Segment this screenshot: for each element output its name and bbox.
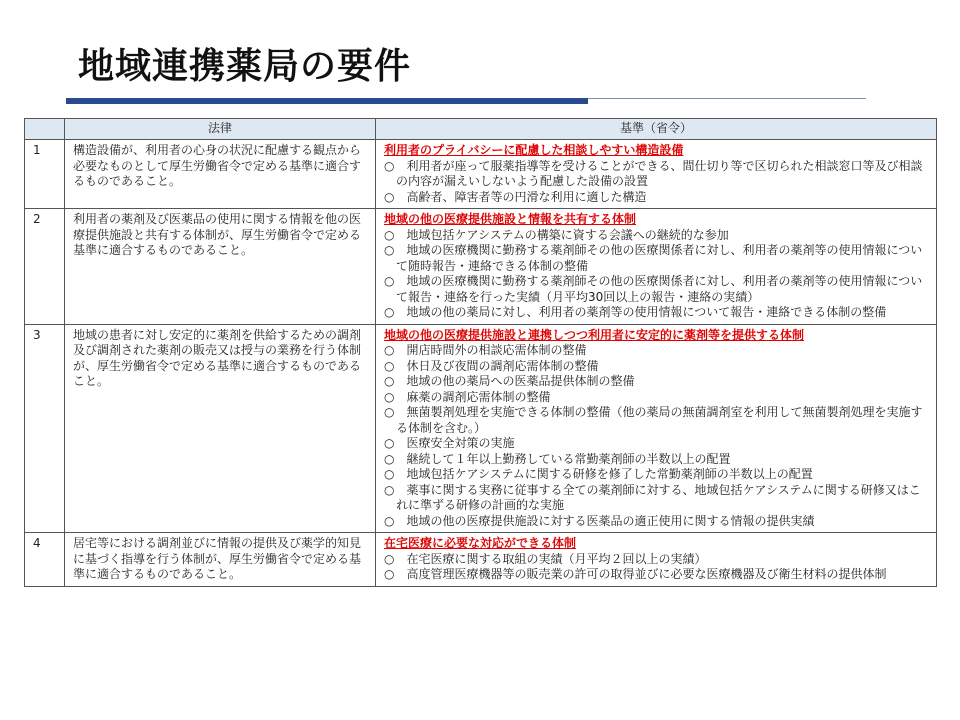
- standard-heading: 地域の他の医療提供施設と連携しつつ利用者に安定的に薬剤等を提供する体制: [384, 327, 805, 342]
- standard-item: ○ 地域包括ケアシステムに関する研修を修了した常勤薬剤師の半数以上の配置: [384, 467, 813, 481]
- header-standard: 基準（省令）: [376, 119, 937, 140]
- standard-heading: 地域の他の医療提供施設と情報を共有する体制: [384, 212, 637, 226]
- standard-item: ○ 高齢者、障害者等の円滑な利用に適した構造: [384, 189, 647, 204]
- law-cell: 居宅等における調剤並びに情報の提供及び薬学的知見に基づく指導を行う体制が、厚生労働省令で定める基準に適合するものであること。: [65, 533, 376, 587]
- standard-item: ○ 在宅医療に関する取組の実績（月平均２回以上の実績）: [384, 551, 707, 566]
- standard-item: ○ 地域の他の薬局に対し、利用者の薬剤等の使用情報について報告・連絡できる体制の整備: [384, 305, 887, 319]
- standard-item: ○ 休日及び夜間の調剤応需体制の整備: [384, 358, 599, 373]
- header-no: [25, 119, 65, 140]
- standard-cell: [376, 324, 937, 533]
- row-number: 3: [25, 324, 65, 533]
- standard-cell: [376, 140, 937, 209]
- standard-item: ○ 地域包括ケアシステムの構築に資する会議への継続的な参加: [384, 227, 729, 242]
- table-header-row: [25, 119, 937, 140]
- table-row: [25, 209, 937, 325]
- title-underline: [66, 98, 866, 104]
- standard-item: ○ 地域の他の医療提供施設に対する医薬品の適正使用に関する情報の提供実績: [384, 513, 815, 528]
- table-row: [25, 324, 937, 533]
- row-number: 1: [25, 140, 65, 209]
- standard-item: ○ 医療安全対策の実施: [384, 436, 515, 450]
- table-body: [25, 140, 937, 587]
- law-cell: 利用者の薬剤及び医薬品の使用に関する情報を他の医療提供施設と共有する体制が、厚生労働省令で定める基準に適合するものであること。: [65, 209, 376, 325]
- row-number: 2: [25, 209, 65, 325]
- standard-item: ○ 麻薬の調剤応需体制の整備: [384, 389, 551, 404]
- row-number: 4: [25, 533, 65, 587]
- page-title: 地域連携薬局の要件: [78, 46, 412, 87]
- standard-item: ○ 高度管理医療機器等の販売業の許可の取得並びに必要な医療機器及び衛生材料の提供体制: [384, 567, 887, 581]
- standard-item: ○ 薬事に関する実務に従事する全ての薬剤師に対する、地域包括ケアシステムに関する研修又はこれに準ずる研修の計画的な実施: [384, 482, 921, 512]
- standard-cell: [376, 209, 937, 325]
- standard-item: ○ 地域の医療機関に勤務する薬剤師その他の医療関係者に対し、利用者の薬剤等の使用情報について随時報告・連絡できる体制の整備: [384, 243, 923, 273]
- title-underline-thick: [66, 98, 588, 104]
- standard-item: ○ 利用者が座って服薬指導等を受けることができる、間仕切り等で区切られた相談窓口等及び相談の内容が漏えいしないよう配慮した設備の設置: [384, 158, 923, 188]
- title-underline-thin: [588, 98, 866, 99]
- standard-cell: [376, 533, 937, 587]
- header-law: 法律: [65, 119, 376, 140]
- standard-item: ○ 無菌製剤処理を実施できる体制の整備（他の薬局の無菌調剤室を利用して無菌製剤処理を実施する体制を含む。）: [384, 405, 923, 435]
- law-cell: 地域の患者に対し安定的に薬剤を供給するための調剤及び調剤された薬剤の販売又は授与の業務を行う体制が、厚生労働省令で定める基準に適合するものであること。: [65, 324, 376, 533]
- table-row: [25, 533, 937, 587]
- standard-item: ○ 地域の医療機関に勤務する薬剤師その他の医療関係者に対し、利用者の薬剤等の使用情報について報告・連絡を行った実績（月平均30回以上の報告・連絡の実績）: [384, 274, 923, 304]
- law-cell: 構造設備が、利用者の心身の状況に配慮する観点から必要なものとして厚生労働省令で定める基準に適合するものであること。: [65, 140, 376, 209]
- requirements-table: [24, 118, 937, 587]
- standard-heading: 在宅医療に必要な対応ができる体制: [384, 536, 577, 550]
- standard-item: ○ 地域の他の薬局への医薬品提供体制の整備: [384, 374, 635, 388]
- standard-heading: 利用者のプライバシーに配慮した相談しやすい構造設備: [384, 143, 684, 157]
- standard-item: ○ 開店時間外の相談応需体制の整備: [384, 343, 587, 357]
- standard-item: ○ 継続して１年以上勤務している常勤薬剤師の半数以上の配置: [384, 451, 731, 466]
- table-row: [25, 140, 937, 209]
